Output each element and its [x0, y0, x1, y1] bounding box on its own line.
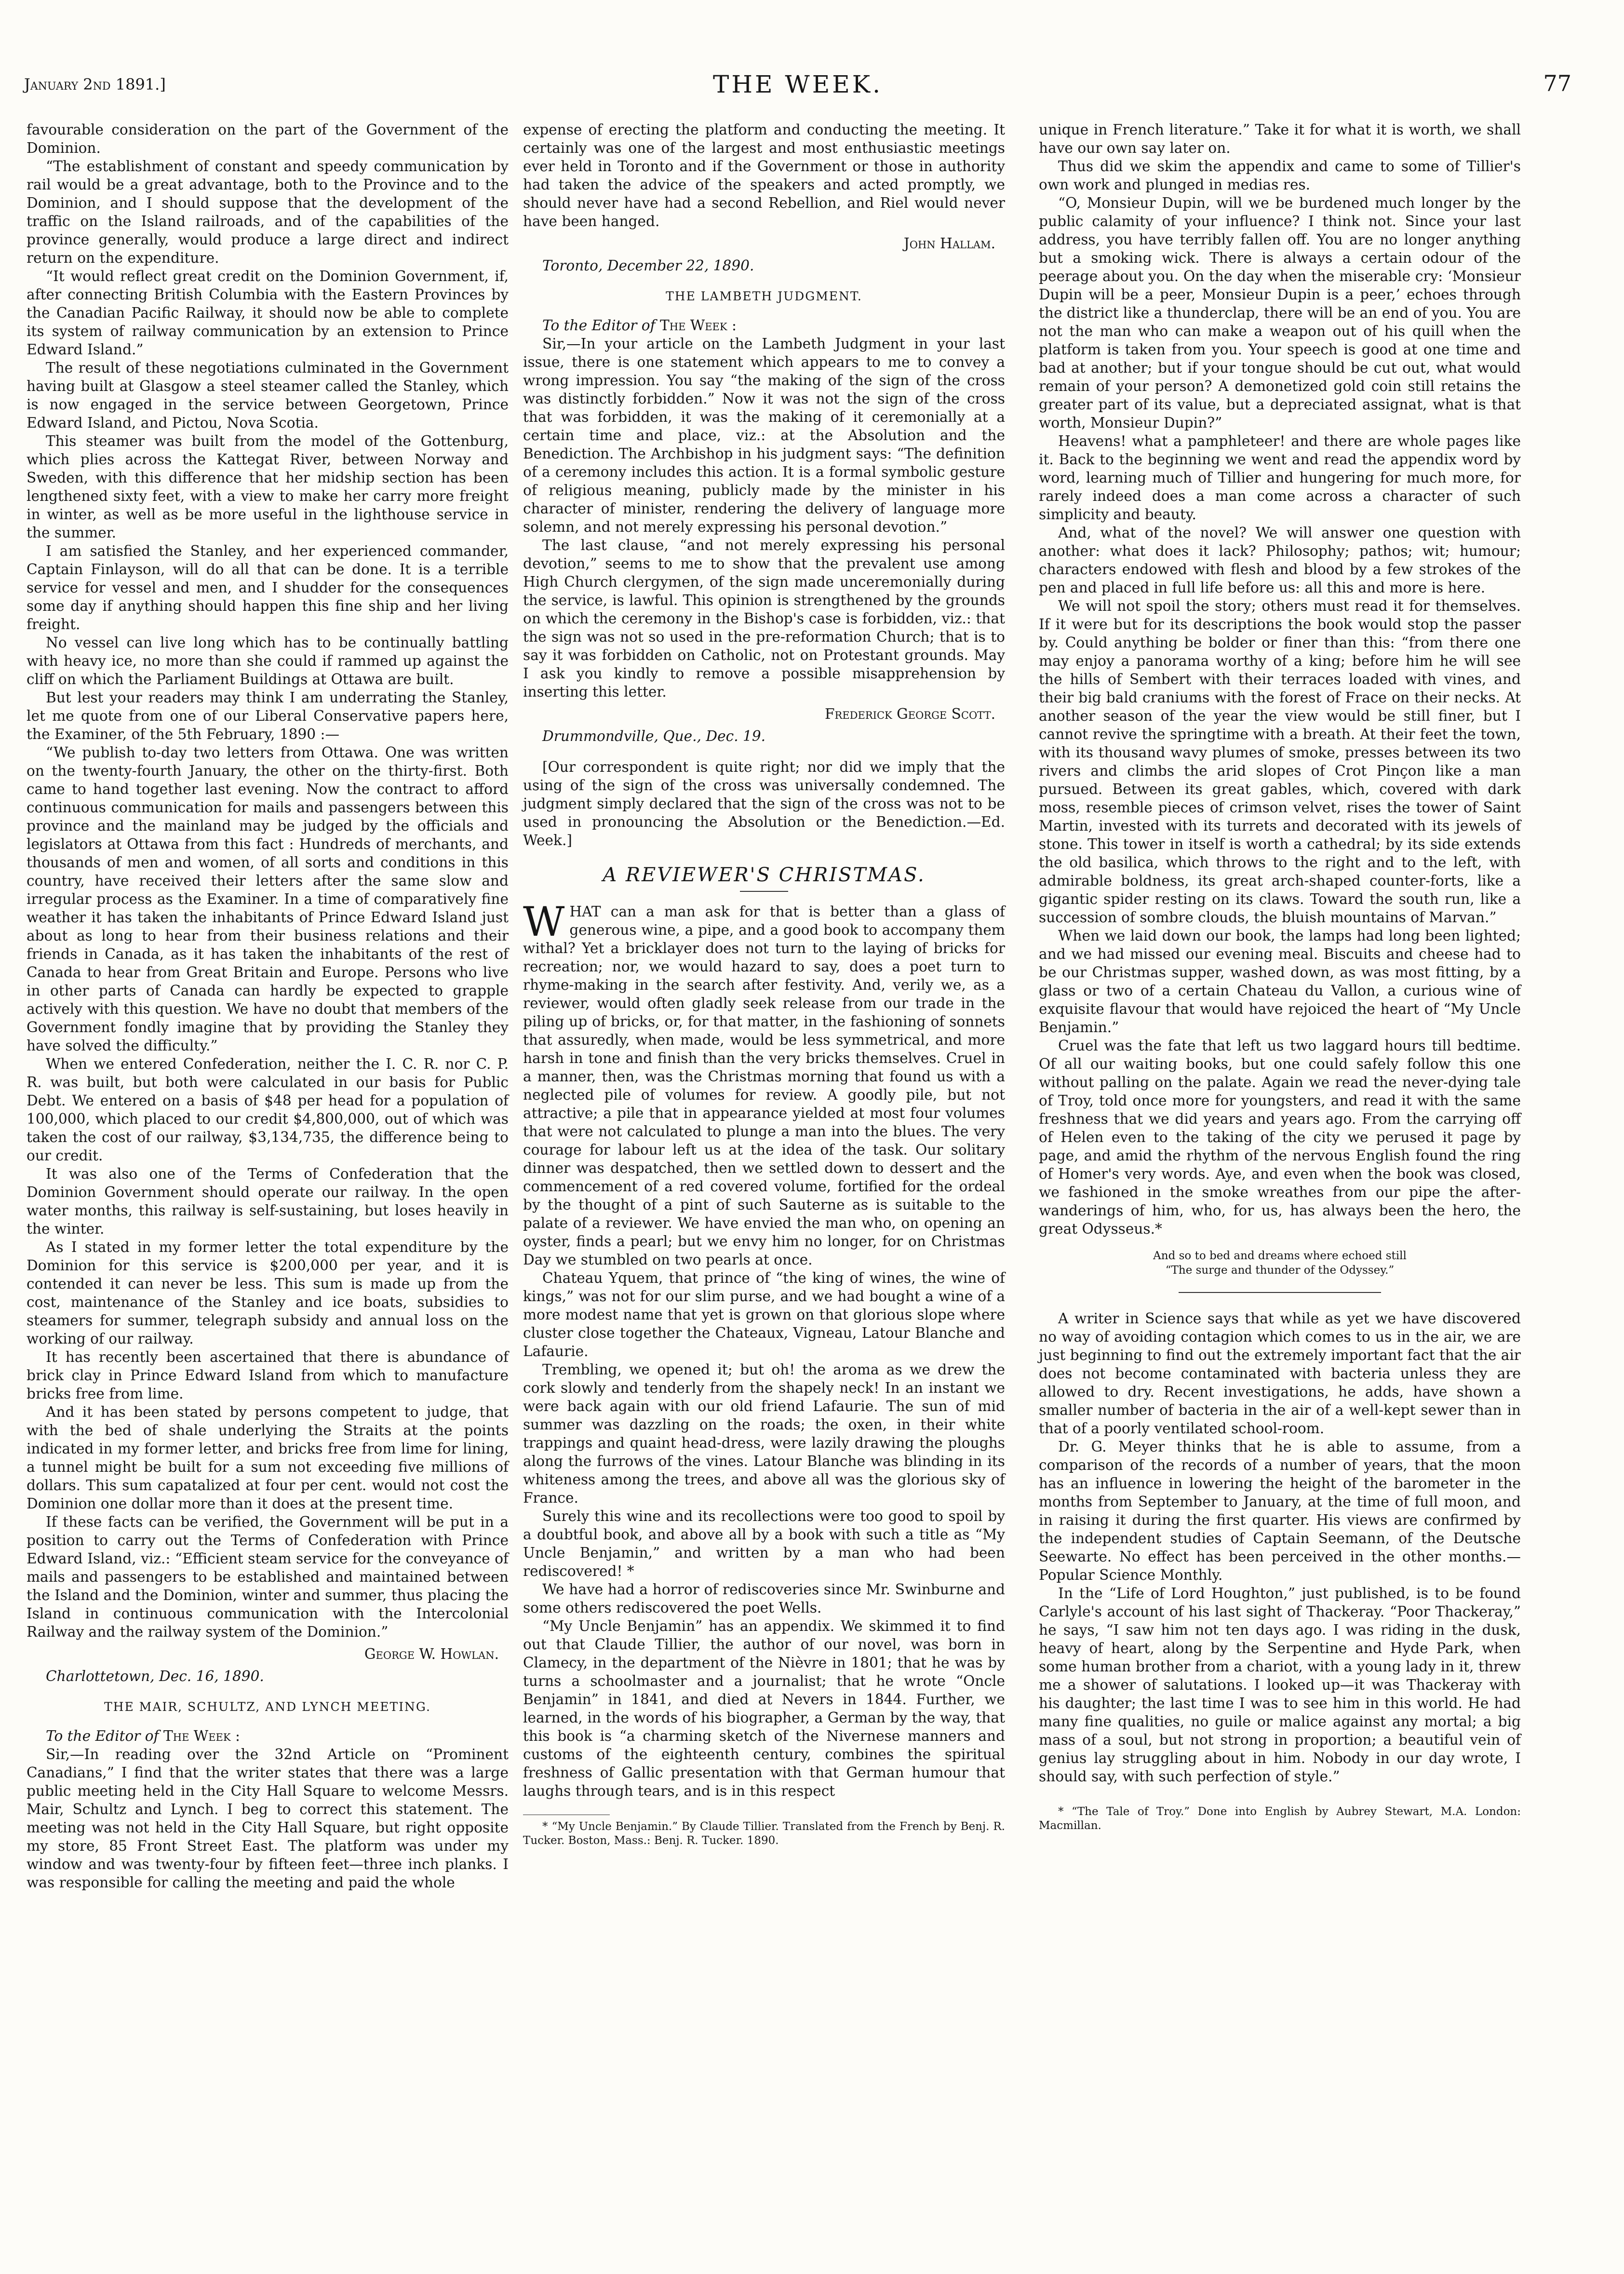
paragraph: But lest your readers may think I am underrating the Stanley, let me quote from one of our Liberal Conservative papers here, the Examiner, of the 5th February, 1890 :—: [27, 689, 509, 742]
paragraph: When we entered Confederation, neither the I. C. R. nor C. P. R. was built, but both were calculated in our basis for Public Debt. We entered on a basis of $48 per head for a population of 100,000, which placed to our credit $4,800,000, out of which was taken the cost of our railway, $3,134,735, the difference being to our credit.: [27, 1056, 509, 1164]
to-editor-week: The Week: [163, 1728, 231, 1744]
verse-line: “The surge and thunder of the Odyssey.”: [1165, 1264, 1395, 1277]
paragraph: “O, Monsieur Dupin, will we be burdened much longer by the public calamity of your influence? I think not. Since your last address, you have terribly fallen off. You are no longer anything but a smoking wick. There is always a certain odour of the peerage about you. On the day when the miserable cry: ‘Monsieur Dupin will be a peer, Monsieur Dupin is a peer,’ echoes through the district like a thunderclap, there will be an end of you. You are not the man who can make a weapon out of his quill when the platform is taken from you. Your speech is good at one time and bad at another; but if your tongue should be cut out, what would remain of your person? A demonetized gold coin still retains the greater part of its value, but a depreciated assignat, what is that worth, Monsieur Dupin?”: [1039, 195, 1521, 431]
letter-signature: John Hallam.: [903, 235, 995, 252]
paragraph: Cruel was the fate that left us two laggard hours till bedtime. Of all our waiting books, but one could safely follow this one without palling on the palate. Again we read the never-dying tale of Troy, told once more for youngsters, and read it with the same freshness that we did years and years ago. From the carrying off of Helen even to the taking of the city we perused it page by page, and amid the rhythm of the nervous English found the ring of Homer's very words. Aye, and even when the book was closed, we fashioned in the smoke wreathes from our pipe the after-wanderings of him, who, for us, has always been the hero, the great Odysseus.*: [1039, 1037, 1521, 1237]
column-3: [1039, 121, 1521, 1833]
paragraph: The last clause, “and not merely expressing his personal devotion,” seems to me to show that the prevalent use among High Church clergymen, of the sign made unceremonially during the service, is lawful. This opinion is strengthened by the grounds on which the ceremony in the Bishop's case is forbidden, viz.: that the sign was not so used in the pre-reformation Church; that is to say it was forbidden on Catholic, not on Protestant grounds. May I ask you kindly to remove a possible misapprehension by inserting this letter.: [523, 537, 1005, 700]
page-number: 77: [1543, 70, 1571, 96]
section-heading-mair-meeting: THE MAIR, SCHULTZ, AND LYNCH MEETING.: [104, 1700, 431, 1714]
paragraph: Sir,—In reading over the 32nd Article on “Prominent Canadians,” I find that the writer states that there was a large public meeting held in the City Hall Square to welcome Messrs. Mair, Schultz and Lynch. I beg to correct this statement. The meeting was not held in the City Hall Square, but right opposite my store, 85 Front Street East. The platform was under my window and was twenty-four by fifteen feet—three inch planks. I was responsible for calling the meeting and paid the whole: [27, 1746, 509, 1891]
paragraph: expense of erecting the platform and conducting the meeting. It certainly was one of the largest and most enthusiastic meetings ever held in Toronto and if the Government or those in authority had taken the advice of the speakers and acted promptly, we should never have had a second Rebellion, and Riel would never have been hanged.: [523, 121, 1005, 229]
letter-dateline: Charlottetown, Dec. 16, 1890.: [46, 1668, 264, 1684]
editor-note: [Our correspondent is quite right; nor did we imply that the using of the sign of the cross was universally condemned. The judgment simply declared that the sign of the cross was not to be used in pronouncing the Absolution or the Benediction.—Ed. Week.]: [523, 759, 1005, 848]
verse-line: And so to bed and dreams where echoed still: [1153, 1250, 1407, 1262]
paragraph: Dr. G. Meyer thinks that he is able to assume, from a comparison of the records of a number of years, that the moon has an influence in lowering the height of the barometer in the months from September to January, at the time of full moon, and in raising it during the first quarter. His views are confirmed by the independent studies of Captain Seemann, of the Deutsche Seewarte. No effect has been perceived in the other months.—Popular Science Monthly.: [1039, 1439, 1521, 1583]
footnote: * “My Uncle Benjamin.” By Claude Tillier. Translated from the French by Benj. R. Tucker. Boston, Mass.: Benj. R. Tucker. 1890.: [523, 1820, 1005, 1847]
drop-cap: W: [523, 898, 565, 945]
paragraph: Chateau Yquem, that prince of “the king of wines, the wine of kings,” was not for our slim purse, and we had bought a wine of a more modest name that yet is grown on that glorious slope where cluster close together the Chateaux, Vigneau, Latour Blanche and Lafaurie.: [523, 1270, 1005, 1359]
paragraph: As I stated in my former letter the total expenditure by the Dominion for this service is $200,000 per year, and it is contended it can never be less. This sum is made up from the cost, maintenance of the Stanley and ice boats, subsidies to steamers for summer, telegraph subsidy and annual loss on the working of our railway.: [27, 1239, 509, 1347]
paragraph: “My Uncle Benjamin” has an appendix. We skimmed it to find out that Claude Tillier, the author of our novel, was born in Clamecy, in the department of the Nièvre in 1801; that he was by turns a schoolmaster and a journalist; that he wrote “Oncle Benjamin” in 1841, and died at Nevers in 1844. Further, we learned, in the words of his biographer, a German by the way, that this book is “a charming sketch of the Nivernese manners and customs of the eighteenth century, combines the spiritual freshness of Gallic presentation with that German humour that laughs through tears, and is in this respect: [523, 1618, 1005, 1799]
page-header: [24, 72, 1571, 106]
letter-dateline: Toronto, December 22, 1890.: [542, 257, 754, 274]
paragraph: No vessel can live long which has to be continually battling with heavy ice, no more than she could if rammed up against the cliff on which the Parliament Buildings at Ottawa are built.: [27, 634, 509, 687]
to-editor-text: To the Editor of: [46, 1728, 159, 1744]
paragraph: Sir,—In your article on the Lambeth Judgment in your last issue, there is one statement which appears to me to convey a wrong impression. You say “the making of the sign of the cross was distinctly forbidden.” Now it was not the sign of the cross that was forbidden, it was the making of it ceremonially at a certain time and place, viz.: at the Absolution and the Benediction. The Archbishop in his judgment says: “The definition of a ceremony includes this action. It is a formal symbolic gesture of religious meaning, publicly made by the minister in his character of minister, rendering the delivery of language more solemn, and not merely expressing his personal devotion.”: [523, 336, 1005, 535]
paragraph: [523, 898, 1005, 1269]
paragraph: Thus did we skim the appendix and came to some of Tillier's own work and plunged in medias res.: [1039, 158, 1521, 193]
paragraph: Trembling, we opened it; but oh! the aroma as we drew the cork slowly and tenderly from the shapely neck! In an instant we were back again with our old friend Lafaurie. The sun of mid summer was dazzling on the roads; the oxen, in their white trappings and quaint head-dress, were lazily drawing the ploughs along the furrows of the vines. Latour Blanche was blinding in its whiteness among the trees, and above all was the glorious sky of France.: [523, 1361, 1005, 1506]
paragraph: When we laid down our book, the lamps had long been lighted; and we had missed our evening meal. Biscuits and cheese had to be our Christmas supper, washed down, as was most fitting, by a glass or two of a certain Chateau du Vallon, a curious wine of exquisite flavour that would have rejoiced the heart of “My Uncle Benjamin.”: [1039, 928, 1521, 1036]
paragraph: It was also one of the Terms of Confederation that the Dominion Government should operate our railway. In the open water months, this railway is self-sustaining, but loses heavily in the winter.: [27, 1166, 509, 1237]
to-editor-line: [27, 1727, 509, 1745]
paragraph: If these facts can be verified, the Government will be put in a position to carry out the Terms of Confederation with Prince Edward Island, viz.: “Efficient steam service for the conveyance of mails and passengers to be established and maintained between the Island and the Dominion, winter and summer, thus placing the Island in continuous communication with the Intercolonial Railway and the railway system of the Dominion.”: [27, 1514, 509, 1640]
issue-date: January 2nd 1891.]: [24, 75, 166, 94]
letter-signature: George W. Howlan.: [364, 1646, 499, 1662]
paragraph: The result of these negotiations culminated in the Government having built at Glasgow a steel steamer called the Stanley, which is now engaged in the service between Georgetown, Prince Edward Island, and Pictou, Nova Scotia.: [27, 360, 509, 431]
letter-dateline: Drummondville, Que., Dec. 19.: [542, 728, 766, 744]
to-editor-colon: :: [732, 317, 737, 334]
paragraph: A writer in Science says that while as yet we have discovered no way of avoiding contagion which comes to us in the air, we are just beginning to find out the extremely important fact that the air does not become contaminated with bacteria unless they are allowed to dry. Recent investigations, he adds, have shown a smaller number of bacteria in the air of a well-kept sewer than in that of a poorly ventilated school-room.: [1039, 1310, 1521, 1437]
paragraph-text: HAT can a man ask for that is better than a glass of generous wine, a pipe, and a good book to accompany them withal? Yet a bricklayer does not turn to the laying of bricks for recreation; nor, we would hazard to say, does a poet turn to rhyme-making in the search after festivity. And, verily we, as a reviewer, would often gladly seek release from our trade in the piling up of bricks, or, for that matter, in the fashioning of sonnets that assuredly, when made, would be less symmetrical, and more harsh in tone and finish than the very bricks themselves. Cruel in a manner, then, was the Christmas morning that found us with a neglected pile of volumes for review. A goodly pile, but not attractive; a pile that in appearance yielded at most four volumes that were not calculated to plunge a man into the blues. The very courage for labour left us at the idea of the task. Our solitary dinner was despatched, then we settled down to dessert and the commencement of a red covered volume, fortified for the ordeal by the thought of a pint of such Sauterne as is suitable to the palate of a reviewer. We have envied the man who, on opening an oyster, finds a pearl; but we envy him no longer, for on Christmas Day we stumbled on two pearls at once.: [523, 903, 1005, 1268]
paragraph: And, what of the novel? We will answer one question with another: what does it lack? Philosophy; pathos; wit; humour; characters endowed with flesh and blood by a few strokes of the pen and placed in full life before us: all this and more is here.: [1039, 525, 1521, 596]
paragraph: “The establishment of constant and speedy communication by rail would be a great advantage, both to the Province and to the Dominion, and I should suppose that the development of the traffic on the Island railroads, and of the capabilities of the province generally, would produce a large direct and indirect return on the expenditure.: [27, 158, 509, 266]
paragraph: In the “Life of Lord Houghton,” just published, is to be found Carlyle's account of his last sight of Thackeray. “Poor Thackeray,” he says, “I saw him not ten days ago. I was riding in the dusk, heavy of heart, along by the Serpentine and Hyde Park, when some human brother from a chariot, with a young lady in it, threw me a shower of salutations. I looked up—it was Thackeray with his daughter; the last time I was to see him in this world. He had many fine qualities, no guile or malice against any mortal; a big mass of a soul, but not strong in proportion; a beautiful vein of genius lay struggling about in him. Nobody in our day wrote, I should say, with such perfection of style.”: [1039, 1585, 1521, 1785]
paragraph: unique in French literature.” Take it for what it is worth, we shall have our own say later on.: [1039, 121, 1521, 156]
to-editor-colon: :: [235, 1728, 240, 1744]
paragraph: Surely this wine and its recollections were too good to spoil by a doubtful book, and above all by a book with such a title as “My Uncle Benjamin,” and written by a man who had been rediscovered! *: [523, 1508, 1005, 1579]
paragraph: This steamer was built from the model of the Gottenburg, which plies across the Kattegat River, between Norway and Sweden, with this difference that her midship section has been lengthened sixty feet, with a view to make her carry more freight in winter, as well as be more useful in the lighthouse service in the summer.: [27, 433, 509, 541]
to-editor-line: [523, 316, 1005, 335]
verse-quote: [1039, 1249, 1521, 1278]
paragraph: “We publish to-day two letters from Ottawa. One was written on the twenty-fourth January, the other on the thirty-first. Both came to hand together last evening. Now the contract to afford continuous communication for mails and passengers between this province and the mainland may be judged by the officials and legislators at Ottawa from this fact : Hundreds of merchants, and thousands of men and women, of all sorts and conditions in this country, have received their letters after the same slow and irregular process as the Examiner. In a time of comparatively fine weather it has taken the inhabitants of Prince Edward Island just about as long to hear from their business relations and their friends in Canada, as it has taken the inhabitants of the rest of Canada to hear from Great Britain and Europe. Persons who live in other parts of Canada can hardly be expected to grapple actively with this question. We have no doubt that members of the Government fondly imagine that by providing the Stanley they have solved the difficulty.”: [27, 744, 509, 1054]
paragraph: We will not spoil the story; others must read it for themselves. If it were but for its descriptions the book would stop the passer by. Could anything be bolder or finer than this: “from there one may enjoy a panorama worthy of a king; before him he will see the hills of Sembert with their terraces loaded with vines, and their big bald craniums with the forest of Frace on their necks. At another season of the year the view would be still finer, but I cannot revive the springtime with a breath. At their feet the town, with its thousand wavy plumes of smoke, presses between its two rivers and climbs the arid slopes of Crot Pinçon like a man pursued. Between its great gables, which, covered with dark moss, resemble pieces of crimson velvet, rises the tower of Saint Martin, invested with its turrets and decorated with its jewels of stone. This tower in itself is worth a cathedral; by its side extends the old basilica, which throws to the right and to the left, with admirable boldness, its great arch-shaped counter-forts, like a gigantic spider resting on its claws. Toward the south run, like a succession of sombre clouds, the bluish mountains of Marvan.”: [1039, 598, 1521, 926]
masthead-title: THE WEEK.: [713, 70, 883, 98]
letter-signature: Frederick George Scott.: [825, 706, 995, 722]
to-editor-week: The Week: [660, 317, 727, 334]
paragraph: And it has been stated by persons competent to judge, that with the bed of shale underlying the Straits at the points indicated in my former letter, and bricks free from lime for lining, a tunnel might be built for a sum not exceeding five millions of dollars. This sum capatalized at four per cent. would not cost the Dominion one dollar more than it does at the present time.: [27, 1404, 509, 1512]
column-1: [27, 121, 509, 1892]
paragraph: I am satisfied the Stanley, and her experienced commander, Captain Finlayson, will do all that can be done. It is a terrible service for vessel and men, and I shudder for the consequences some day if anything should happen this fine ship and her living freight.: [27, 543, 509, 632]
footnote: * “The Tale of Troy.” Done into English by Aubrey Stewart, M.A. London: Macmillan.: [1039, 1805, 1521, 1832]
article-heading-reviewers-christmas: A REVIEWER'S CHRISTMAS.: [603, 864, 926, 886]
paragraph: Heavens! what a pamphleteer! and there are whole pages like it. Back to the beginning we went and read the appendix word by word, learning much of Tillier and hungering for much more, for rarely indeed does a man come across a character of such simplicity and beauty.: [1039, 433, 1521, 523]
paragraph: It has recently been ascertained that there is abundance of brick clay in Prince Edward Island from which to manufacture bricks free from lime.: [27, 1349, 509, 1402]
to-editor-text: To the Editor of: [542, 317, 656, 334]
column-2: [523, 121, 1005, 1848]
heading-rule: [740, 891, 788, 892]
section-heading-lambeth: THE LAMBETH JUDGMENT.: [666, 289, 862, 303]
paragraph: “It would reflect great credit on the Dominion Government, if, after connecting British Columbia with the Eastern Provinces by the Canadian Pacific Railway, it should now be able to complete its system of railway communication by an extension to Prince Edward Island.”: [27, 268, 509, 358]
section-rule: [1179, 1292, 1381, 1293]
paragraph: favourable consideration on the part of the Government of the Dominion.: [27, 121, 509, 156]
paragraph: We have had a horror of rediscoveries since Mr. Swinburne and some others rediscovered the poet Wells.: [523, 1581, 1005, 1616]
